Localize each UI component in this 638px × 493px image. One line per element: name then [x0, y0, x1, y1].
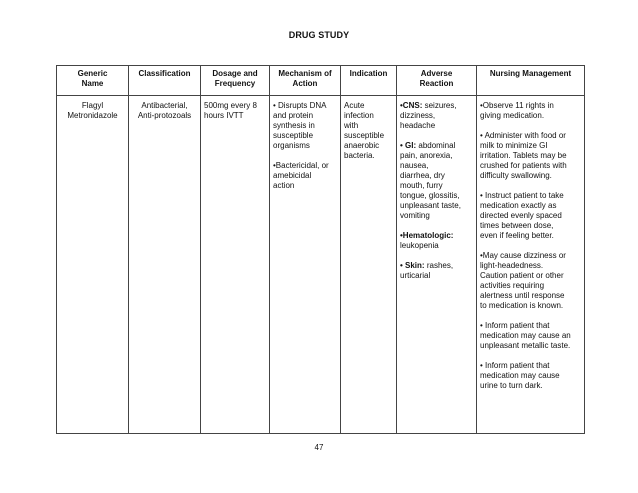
- cell-text: medication may cause an: [480, 331, 571, 340]
- header-text: Reaction: [419, 79, 454, 88]
- cell-text: [400, 261, 473, 271]
- cell-text: leukopenia: [400, 241, 439, 250]
- cell-text: Acute: [344, 101, 365, 110]
- cell-text: activities requiring: [480, 281, 545, 290]
- cns-text: seizures,: [424, 101, 457, 110]
- cell-text: unpleasant metallic taste.: [480, 341, 571, 350]
- cell-text: organisms: [273, 141, 310, 150]
- header-generic-name: [57, 66, 129, 96]
- cell-text: • Inform patient that: [480, 361, 550, 370]
- gi-text: abdominal: [418, 141, 456, 150]
- cell-text: giving medication.: [480, 111, 545, 120]
- cell-text: •Observe 11 rights in: [480, 101, 554, 110]
- cell-text: synthesis in: [273, 121, 315, 130]
- cell-text: infection: [344, 111, 374, 120]
- header-classification: [129, 66, 201, 96]
- cell-text: •Bactericidal, or: [273, 161, 329, 170]
- cell-text: with: [344, 121, 359, 130]
- header-adverse: [397, 66, 477, 96]
- cell-text: [400, 141, 473, 151]
- document-title: DRUG STUDY: [288, 30, 350, 40]
- header-text: Mechanism of: [278, 69, 332, 78]
- cell-text: action: [273, 181, 295, 190]
- skin-label: • Skin:: [400, 261, 425, 270]
- page-number: 47: [314, 443, 324, 452]
- cell-text: mouth, furry: [400, 181, 443, 190]
- cell-text: milk to minimize GI: [480, 141, 548, 150]
- cell-text: even if feeling better.: [480, 231, 554, 240]
- cell-nursing: [477, 96, 585, 434]
- cell-mechanism: [270, 96, 341, 434]
- cell-text: unpleasant taste,: [400, 201, 461, 210]
- cell-text: light-headedness.: [480, 261, 544, 270]
- cell-text: [400, 101, 473, 111]
- header-indication: [341, 66, 397, 96]
- cell-adverse: [397, 96, 477, 434]
- cell-text: urticarial: [400, 271, 431, 280]
- cell-text: crushed for patients with: [480, 161, 567, 170]
- cell-text: bacteria.: [344, 151, 375, 160]
- skin-text: rashes,: [426, 261, 454, 270]
- cell-text: times between dose,: [480, 221, 554, 230]
- header-dosage: [201, 66, 270, 96]
- cell-text: medication may cause: [480, 371, 560, 380]
- cell-text: medication exactly as: [480, 201, 557, 210]
- cell-text: urine to turn dark.: [480, 381, 543, 390]
- cell-text: susceptible: [344, 131, 385, 140]
- header-text: Classification: [138, 69, 191, 78]
- cell-text: • Administer with food or: [480, 131, 566, 140]
- cell-text: • Instruct patient to take: [480, 191, 564, 200]
- hematologic-label: •Hematologic:: [400, 231, 454, 240]
- header-text: Generic: [77, 69, 108, 78]
- cell-text: 500mg every 8: [204, 101, 257, 110]
- cell-text: alertness until response: [480, 291, 565, 300]
- cell-text: diarrhea, dry: [400, 171, 445, 180]
- cell-classification: [129, 96, 201, 434]
- header-text: Frequency: [214, 79, 256, 88]
- cell-text: • Disrupts DNA: [273, 101, 327, 110]
- cell-text: Antibacterial,: [141, 101, 188, 110]
- cell-text: Flagyl: [81, 101, 104, 110]
- cell-text: anaerobic: [344, 141, 380, 150]
- cell-text: nausea,: [400, 161, 429, 170]
- cell-text: tongue, glossitis,: [400, 191, 460, 200]
- header-row: [57, 66, 585, 96]
- drug-study-table: [56, 65, 585, 434]
- header-text: Action: [292, 79, 318, 88]
- header-text: Nursing Management: [489, 69, 572, 78]
- cell-generic-name: [57, 96, 129, 434]
- cell-dosage: [201, 96, 270, 434]
- cell-text: headache: [400, 121, 436, 130]
- cell-text: Caution patient or other: [480, 271, 564, 280]
- header-text: Adverse: [420, 69, 453, 78]
- cell-text: amebicidal: [273, 171, 312, 180]
- header-text: Name: [81, 79, 104, 88]
- cell-text: susceptible: [273, 131, 314, 140]
- cell-text: dizziness,: [400, 111, 436, 120]
- cell-text: irritation. Tablets may be: [480, 151, 567, 160]
- cell-indication: [341, 96, 397, 434]
- cns-label: •CNS:: [400, 101, 423, 110]
- cell-text: pain, anorexia,: [400, 151, 453, 160]
- cell-text: directed evenly spaced: [480, 211, 562, 220]
- cell-text: •May cause dizziness or: [480, 251, 566, 260]
- cell-text: hours IVTT: [204, 111, 244, 120]
- cell-text: difficulty swallowing.: [480, 171, 552, 180]
- cell-text: and protein: [273, 111, 314, 120]
- table-row: [57, 96, 585, 434]
- header-text: Dosage and: [212, 69, 258, 78]
- cell-text: to medication is known.: [480, 301, 564, 310]
- cell-text: Metronidazole: [67, 111, 118, 120]
- gi-label: • GI:: [400, 141, 417, 150]
- header-nursing: [477, 66, 585, 96]
- cell-text: • Inform patient that: [480, 321, 550, 330]
- cell-text: vomiting: [400, 211, 430, 220]
- header-text: Indication: [349, 69, 388, 78]
- header-mechanism: [270, 66, 341, 96]
- cell-text: Anti-protozoals: [137, 111, 192, 120]
